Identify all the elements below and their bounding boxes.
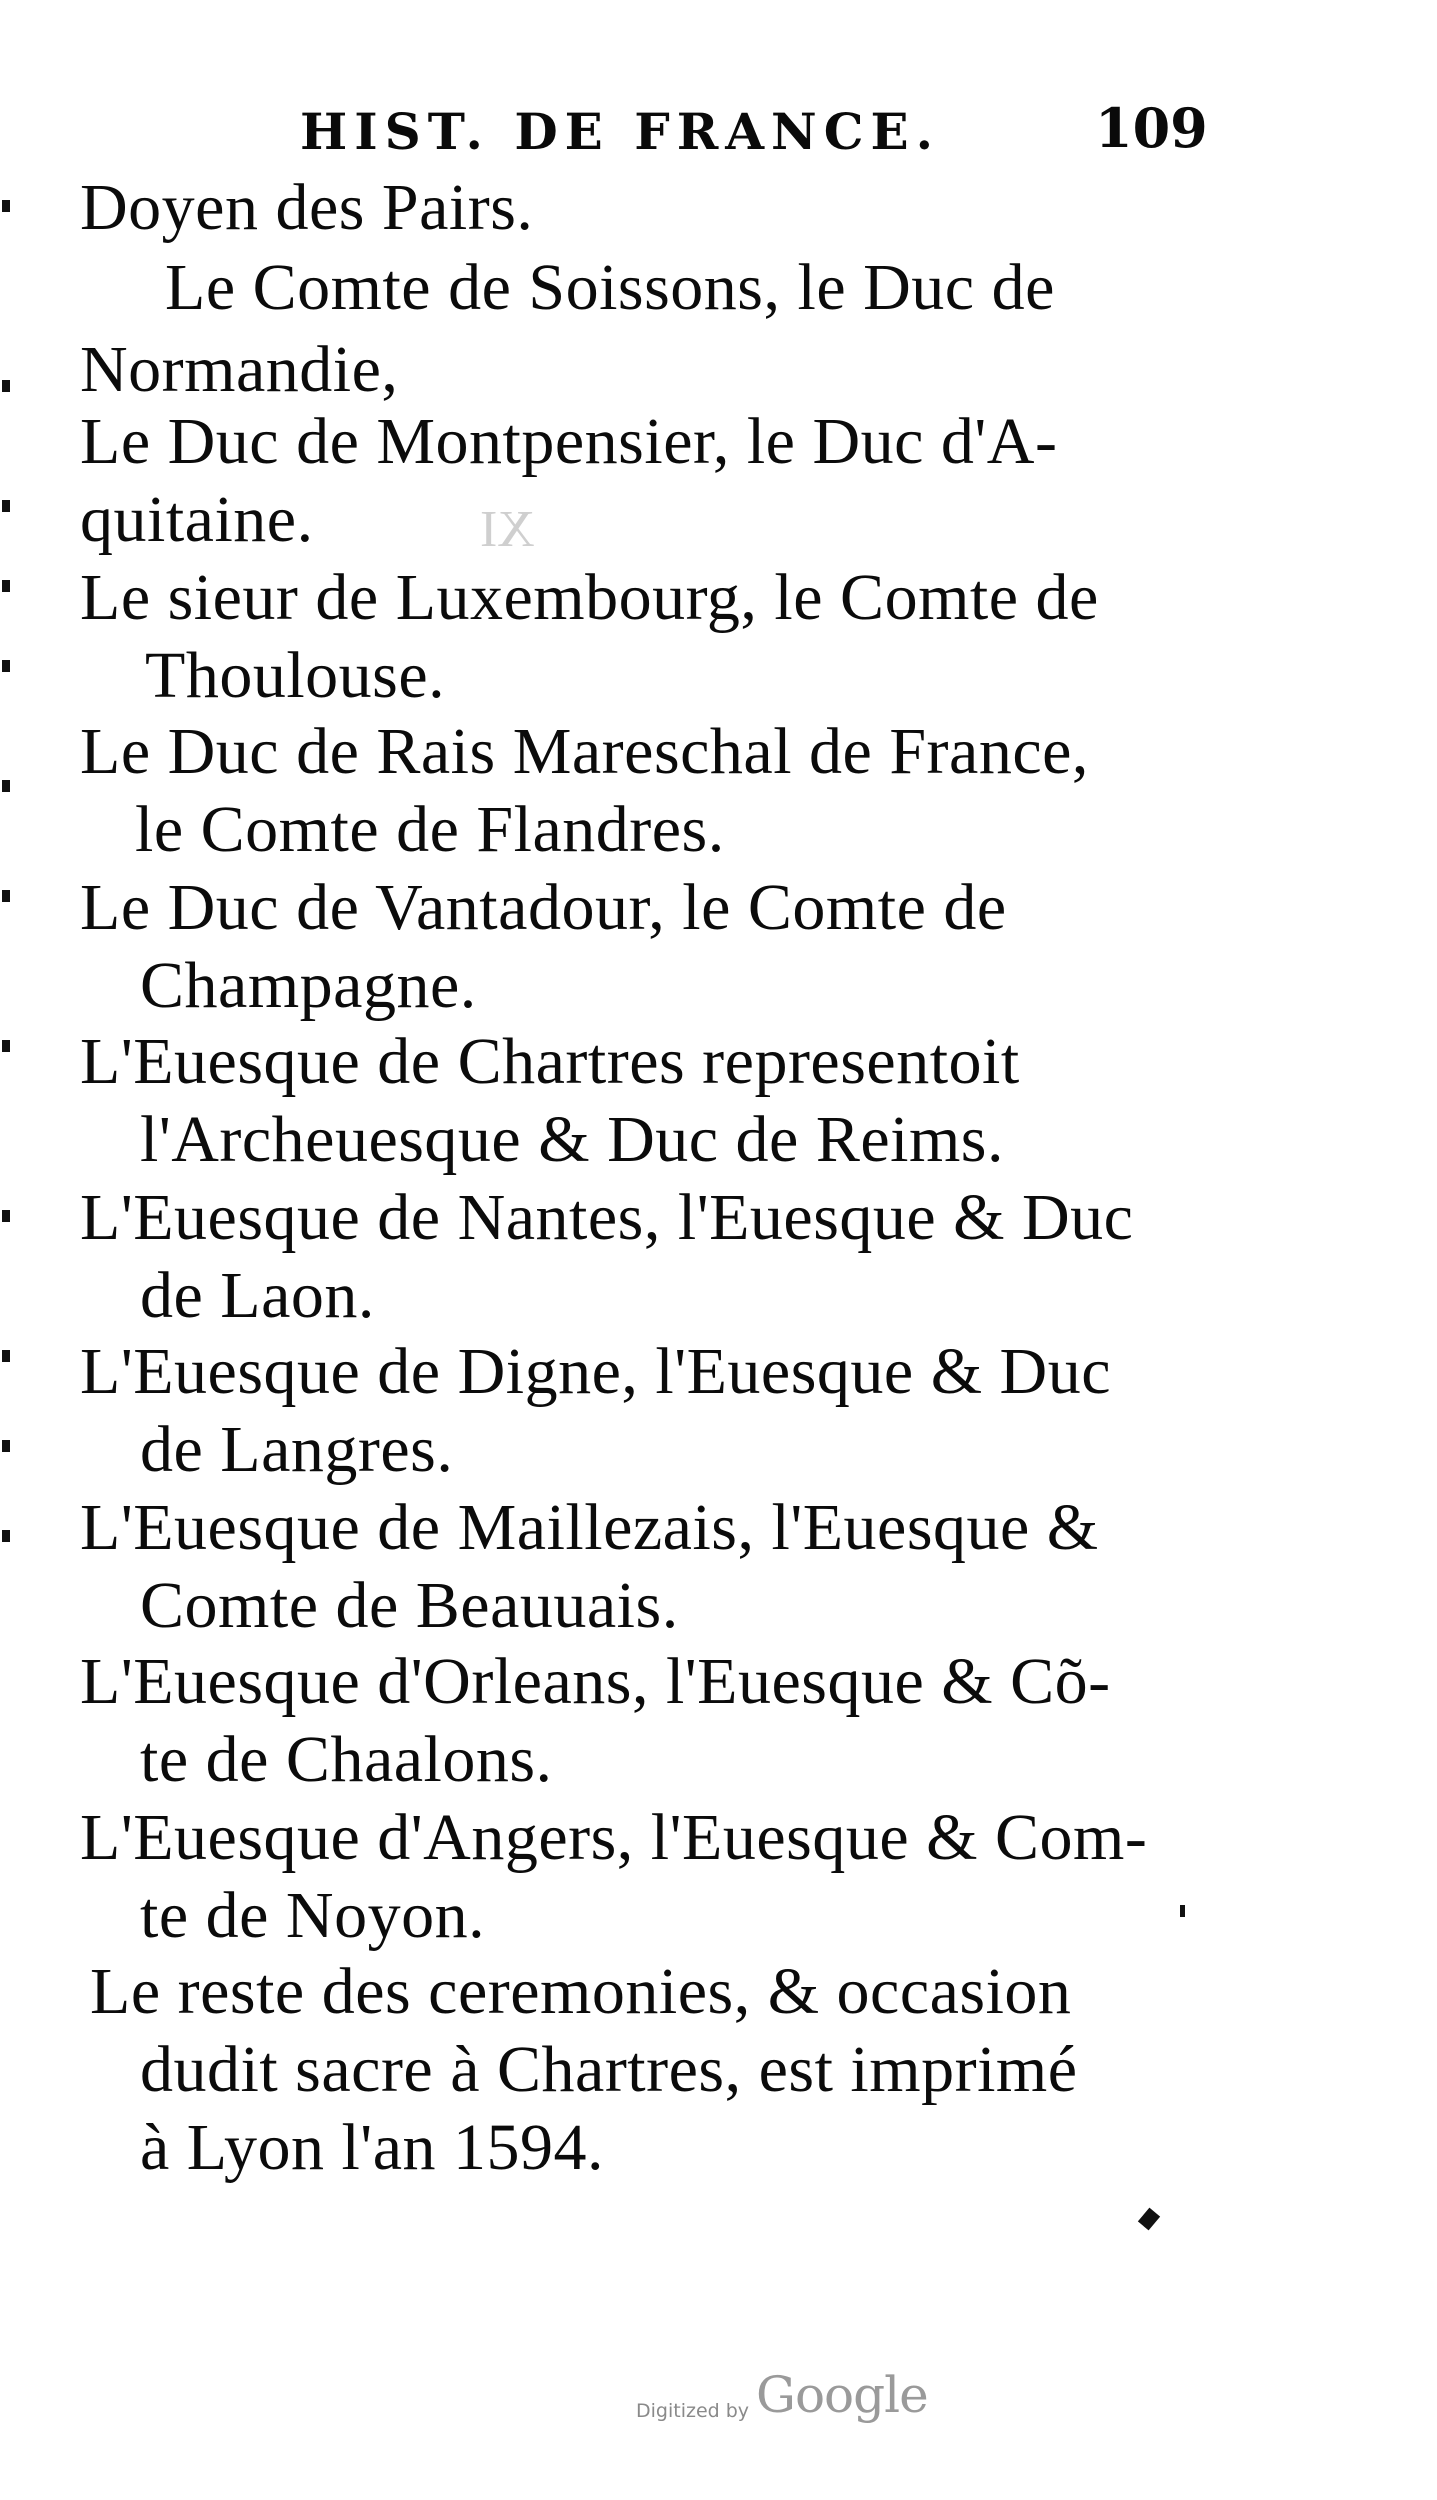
text-line: de Langres. bbox=[140, 1413, 454, 1486]
running-title: HIST. DE FRANCE. bbox=[300, 102, 941, 161]
text-line: L'Euesque de Nantes, l'Euesque & Duc bbox=[80, 1181, 1134, 1254]
adjacent-page-edge bbox=[0, 150, 22, 1650]
text-line: Le Duc de Montpensier, le Duc d'A- bbox=[80, 405, 1058, 478]
text-line: L'Euesque de Chartres representoit bbox=[80, 1025, 1020, 1098]
text-line: Le Duc de Vantadour, le Comte de bbox=[80, 871, 1007, 944]
text-line: dudit sacre à Chartres, est imprimé bbox=[140, 2033, 1078, 2106]
text-line: Le reste des ceremonies, & occasion bbox=[90, 1955, 1072, 2028]
text-line: te de Noyon. bbox=[140, 1879, 486, 1952]
text-line: quitaine. bbox=[80, 483, 314, 556]
google-logo: Google bbox=[756, 2366, 928, 2424]
text-line: Doyen des Pairs. bbox=[80, 171, 534, 244]
digitized-by-label: Digitized by bbox=[636, 2400, 750, 2422]
page-number: 109 bbox=[1095, 96, 1208, 160]
text-line: L'Euesque d'Orleans, l'Euesque & Cõ- bbox=[80, 1645, 1111, 1718]
text-line: à Lyon l'an 1594. bbox=[140, 2111, 604, 2184]
text-line: Le Comte de Soissons, le Duc de bbox=[165, 251, 1055, 324]
text-line: te de Chaalons. bbox=[140, 1723, 553, 1796]
ink-speck bbox=[1138, 2208, 1160, 2231]
digitization-footer bbox=[636, 2366, 956, 2426]
text-line: Le Duc de Rais Mareschal de France, bbox=[80, 715, 1089, 788]
show-through-marker: XI bbox=[480, 501, 535, 558]
text-line: L'Euesque de Digne, l'Euesque & Duc bbox=[80, 1335, 1111, 1408]
text-line: Normandie, bbox=[80, 333, 399, 406]
ink-speck bbox=[1180, 1905, 1185, 1917]
text-line: L'Euesque d'Angers, l'Euesque & Com- bbox=[80, 1801, 1148, 1874]
text-line: Thoulouse. bbox=[145, 639, 446, 712]
text-line: Comte de Beauuais. bbox=[140, 1569, 679, 1642]
page-header bbox=[300, 92, 1208, 172]
text-line: L'Euesque de Maillezais, l'Euesque & bbox=[80, 1491, 1099, 1564]
text-line: le Comte de Flandres. bbox=[135, 793, 725, 866]
text-line: l'Archeuesque & Duc de Reims. bbox=[140, 1103, 1004, 1176]
text-line: de Laon. bbox=[140, 1259, 375, 1332]
text-line: Le sieur de Luxembourg, le Comte de bbox=[80, 561, 1099, 634]
text-line: Champagne. bbox=[140, 949, 477, 1022]
